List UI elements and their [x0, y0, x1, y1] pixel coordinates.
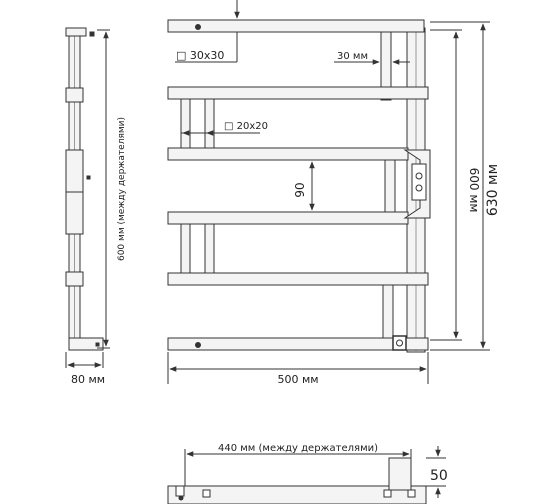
side-view-holder-top: [66, 88, 83, 102]
front-bar-6: [168, 338, 428, 350]
bottom-connector-box: [393, 336, 406, 350]
front-top-hole: [196, 25, 201, 30]
top-view: [168, 458, 426, 504]
top-view-hole-left: [179, 496, 183, 500]
dim-600-holders-label: 600 мм (между держателями): [117, 116, 127, 262]
front-bottom-right-post: [383, 276, 393, 342]
dim-80: [66, 352, 103, 368]
front-bar-3: [168, 148, 408, 160]
dim-600: [430, 30, 462, 340]
profile-30-label: □ 30x30: [176, 49, 225, 62]
top-view-mark-3: [408, 490, 415, 497]
front-bar-2: [168, 87, 428, 99]
dim-80-label: 80 мм: [70, 373, 106, 386]
dim-500-label: 500 мм: [277, 373, 319, 386]
top-view-mark-2: [384, 490, 391, 497]
thermostat-panel: [412, 164, 426, 200]
side-view-top-cap: [66, 28, 86, 36]
front-bottom-hole: [196, 343, 201, 348]
side-view-holder-bottom: [66, 272, 83, 286]
top-view-mark-1: [203, 490, 210, 497]
front-bar-5: [168, 273, 428, 285]
front-upper-left-post-1: [181, 90, 190, 154]
front-upper-left-post-2: [205, 90, 214, 154]
side-view-marker-center: [87, 176, 90, 179]
dim-600-between-holders: [97, 30, 110, 348]
dim-600-label: 600 мм: [467, 167, 481, 213]
dim-30mm-label: 30 мм: [337, 51, 368, 62]
dim-90-label: 90: [293, 182, 307, 198]
profile-20-label: □ 20x20: [224, 121, 268, 132]
front-bar-1: [168, 20, 424, 32]
side-view: [66, 28, 103, 350]
top-view-holder-left: [176, 486, 184, 496]
top-view-thermostat: [389, 458, 411, 490]
front-mid-right-post: [385, 152, 395, 218]
dim-50-label: 50: [430, 468, 448, 484]
side-view-marker-top: [90, 32, 94, 36]
dim-630-label: 630 мм: [485, 163, 501, 217]
front-bar-4: [168, 212, 408, 224]
dim-440-between-holders: [185, 449, 411, 486]
side-view-marker-bottom: [96, 343, 99, 346]
dim-440-label: 440 мм (между держателями): [217, 443, 379, 454]
